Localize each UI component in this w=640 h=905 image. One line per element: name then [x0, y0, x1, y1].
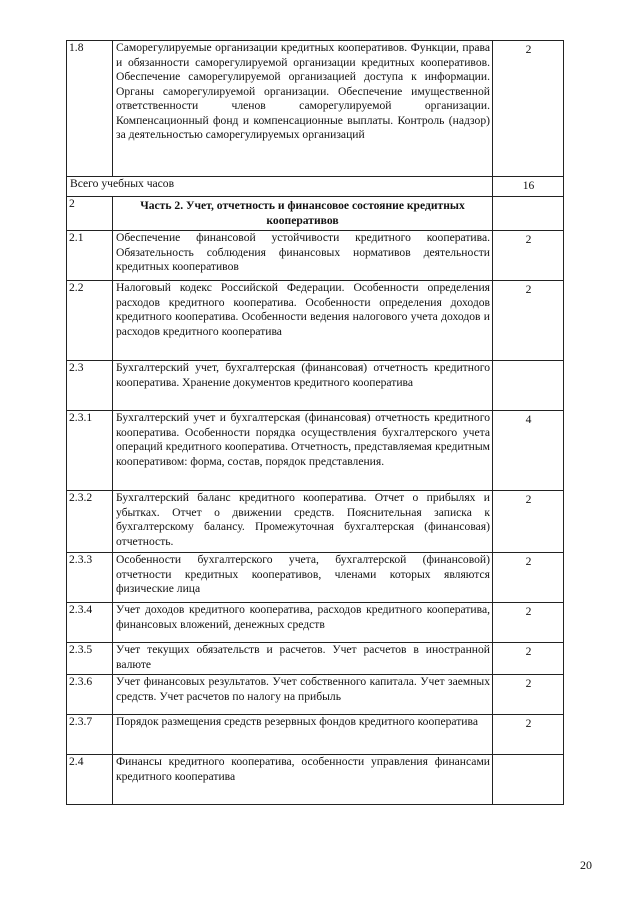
topic-description: Бухгалтерский баланс кредитного кооператива. Отчет о прибылях и убытках. Отчет о движении средств. Пояснительная записка к бухгалтерскому балансу. Промежуточная бухгалтерская (финансовая) отчетность.	[113, 491, 493, 553]
topic-description: Финансы кредитного кооператива, особенности управления финансами кредитного кооператива	[113, 755, 493, 805]
section-number: 2.3.6	[67, 675, 113, 715]
hours-cell	[493, 755, 564, 805]
topic-description: Бухгалтерский учет и бухгалтерская (финансовая) отчетность кредитного кооператива. Особенности порядка осуществления бухгалтерского учета операций кредитного кооператива. Отчетность, представляемая кредитным кооперативом: форма, состав, порядок представления.	[113, 411, 493, 491]
table-row	[67, 715, 564, 755]
hours-cell: 2	[493, 41, 564, 177]
hours-cell: 2	[493, 603, 564, 643]
hours-cell	[493, 361, 564, 411]
table-row	[67, 603, 564, 643]
total-hours-value: 16	[493, 177, 564, 197]
curriculum-table	[66, 40, 564, 805]
topic-description: Учет текущих обязательств и расчетов. Учет расчетов в иностранной валюте	[113, 643, 493, 675]
table-row	[67, 41, 564, 177]
hours-cell: 2	[493, 675, 564, 715]
hours-cell: 2	[493, 715, 564, 755]
table-row	[67, 361, 564, 411]
table-row	[67, 231, 564, 281]
topic-description: Учет финансовых результатов. Учет собственного капитала. Учет заемных средств. Учет расчетов по налогу на прибыль	[113, 675, 493, 715]
section-number: 2.3.3	[67, 553, 113, 603]
topic-description: Обеспечение финансовой устойчивости кредитного кооператива. Обязательность соблюдения финансовых нормативов деятельности кредитных кооперативов	[113, 231, 493, 281]
total-hours-label: Всего учебных часов	[67, 177, 493, 197]
topic-description: Налоговый кодекс Российской Федерации. Особенности определения расходов кредитного кооператива. Особенности определения доходов кредитного кооператива. Особенности ведения налогового учета доходов и расходов кредитного кооператива	[113, 281, 493, 361]
section-number: 2.3.4	[67, 603, 113, 643]
topic-description: Порядок размещения средств резервных фондов кредитного кооператива	[113, 715, 493, 755]
topic-description: Особенности бухгалтерского учета, бухгалтерской (финансовой) отчетности кредитных кооперативов, членами которых являются физические лица	[113, 553, 493, 603]
section-number: 2	[67, 197, 113, 231]
hours-cell: 2	[493, 281, 564, 361]
section-number: 2.3.2	[67, 491, 113, 553]
hours-cell: 2	[493, 491, 564, 553]
table-row	[67, 281, 564, 361]
topic-description: Саморегулируемые организации кредитных кооперативов. Функции, права и обязанности саморегулируемой организации кредитных кооперативов. Обеспечение саморегулируемой организацией доступа к информации. Органы саморегулируемой организации. Обеспечение имущественной ответственности членов саморегулируемой организации. Компенсационный фонд и компенсационные выплаты. Контроль (надзор) за деятельностью саморегулируемых организаций	[113, 41, 493, 177]
section-number: 2.3.7	[67, 715, 113, 755]
section-number: 2.3.1	[67, 411, 113, 491]
hours-cell	[493, 197, 564, 231]
part-heading: Часть 2. Учет, отчетность и финансовое состояние кредитных кооперативов	[113, 197, 493, 231]
section-number: 1.8	[67, 41, 113, 177]
table-row	[67, 643, 564, 675]
section-number: 2.1	[67, 231, 113, 281]
table-row	[67, 177, 564, 197]
section-number: 2.3	[67, 361, 113, 411]
table-row	[67, 411, 564, 491]
page-number: 20	[580, 858, 592, 872]
topic-description: Бухгалтерский учет, бухгалтерская (финансовая) отчетность кредитного кооператива. Хранение документов кредитного кооператива	[113, 361, 493, 411]
section-number: 2.2	[67, 281, 113, 361]
hours-cell: 2	[493, 643, 564, 675]
table-row	[67, 197, 564, 231]
hours-cell: 4	[493, 411, 564, 491]
table-row	[67, 755, 564, 805]
section-number: 2.4	[67, 755, 113, 805]
hours-cell: 2	[493, 231, 564, 281]
table-row	[67, 491, 564, 553]
topic-description: Учет доходов кредитного кооператива, расходов кредитного кооператива, финансовых вложений, денежных средств	[113, 603, 493, 643]
table-row	[67, 553, 564, 603]
section-number: 2.3.5	[67, 643, 113, 675]
hours-cell: 2	[493, 553, 564, 603]
table-row	[67, 675, 564, 715]
